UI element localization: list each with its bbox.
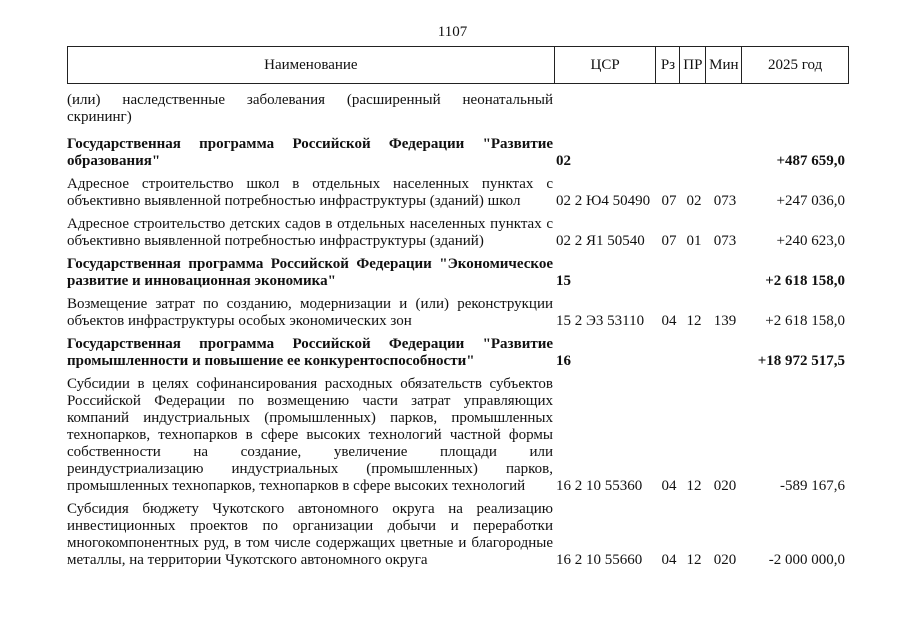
row-pr: 12	[686, 478, 702, 494]
row-amount: -589 167,6	[780, 478, 845, 494]
row-name-line: собственности на создание, увеличение площади или	[67, 444, 553, 460]
row-csr: 16	[556, 353, 571, 369]
row-min: 073	[713, 193, 737, 209]
row-amount: +2 618 158,0	[765, 313, 845, 329]
row-name-line: скрининг)	[67, 109, 132, 125]
row-name-line: Российской Федерации по возмещению части затрат управляющих	[67, 393, 553, 409]
row-name	[67, 216, 553, 250]
table-row	[67, 176, 849, 210]
table-row	[67, 92, 849, 126]
row-pr: 02	[686, 193, 702, 209]
row-amount: +2 618 158,0	[765, 273, 845, 289]
row-name	[67, 296, 553, 330]
row-amount: +247 036,0	[776, 193, 845, 209]
row-rz: 04	[661, 478, 677, 494]
row-name	[67, 501, 553, 569]
page-number: 1107	[437, 24, 468, 40]
row-name-line: Государственная программа Российской Федерации "Экономическое	[67, 256, 553, 272]
row-pr: 12	[686, 552, 702, 568]
row-name-line: промышленности и повышение ее конкурентоспособности"	[67, 353, 475, 369]
row-name	[67, 336, 553, 370]
header-min: Мин	[706, 47, 742, 83]
table-row	[67, 296, 849, 330]
row-csr: 16 2 10 55360	[556, 478, 643, 494]
table-header	[67, 46, 849, 84]
row-name-line: промышленных технопарков, технопарков в сфере высоких технологий	[67, 478, 526, 494]
row-name	[67, 92, 553, 126]
row-name-line: развитие и инновационная экономика"	[67, 273, 336, 289]
table-row	[67, 216, 849, 250]
row-name-line: объективно выявленной потребностью инфраструктуры (зданий) школ	[67, 193, 521, 209]
row-min: 073	[713, 233, 737, 249]
table-body	[67, 86, 849, 569]
row-name-line: Адресное строительство школ в отдельных населенных пунктах с	[67, 176, 553, 192]
row-name-line: (или) наследственные заболевания (расширенный неонатальный	[67, 92, 553, 108]
row-csr: 02	[556, 153, 571, 169]
row-name	[67, 256, 553, 290]
row-name-line: Адресное строительство детских садов в отдельных населенных пунктах с	[67, 216, 553, 232]
row-pr: 12	[686, 313, 702, 329]
row-rz: 04	[661, 313, 677, 329]
row-min: 139	[713, 313, 737, 329]
header-pr: ПР	[680, 47, 706, 83]
row-name-line: многокомпонентных руд, в том числе содержащих цветные и благородные	[67, 535, 553, 551]
row-min: 020	[713, 478, 737, 494]
row-name-line: реиндустриализацию индустриальных (промышленных) парков,	[67, 461, 553, 477]
row-csr: 15 2 Э3 53110	[556, 313, 645, 329]
header-name: Наименование	[68, 47, 555, 83]
row-name	[67, 136, 553, 170]
row-rz: 07	[661, 193, 677, 209]
row-name-line: Субсидии в целях софинансирования расходных обязательств субъектов	[67, 376, 553, 392]
row-name-line: объектов инфраструктуры особых экономических зон	[67, 313, 412, 329]
row-name-line: технопарков, технопарков в сфере высоких технологий частной формы	[67, 427, 553, 443]
row-name-line: инвестиционных проектов по организации добычи и переработки	[67, 518, 553, 534]
row-csr: 02 2 Ю4 50490	[556, 193, 651, 209]
row-name-line: Государственная программа Российской Федерации "Развитие	[67, 336, 553, 352]
row-name	[67, 376, 553, 495]
row-amount: +240 623,0	[776, 233, 845, 249]
row-min: 020	[713, 552, 737, 568]
row-name-line: металлы, на территории Чукотского автономного округа	[67, 552, 428, 568]
row-name-line: объективно выявленной потребностью инфраструктуры (зданий)	[67, 233, 484, 249]
row-csr: 16 2 10 55660	[556, 552, 643, 568]
row-name-line: Возмещение затрат по созданию, модернизации и (или) реконструкции	[67, 296, 553, 312]
header-csr: ЦСР	[555, 47, 657, 83]
row-csr: 15	[556, 273, 571, 289]
table-row	[67, 376, 849, 495]
row-amount: +18 972 517,5	[757, 353, 845, 369]
table-row	[67, 256, 849, 290]
row-name-line: компаний индустриальных (промышленных) парков, промышленных	[67, 410, 553, 426]
table-row	[67, 501, 849, 569]
row-csr: 02 2 Я1 50540	[556, 233, 645, 249]
header-rz: Рз	[656, 47, 680, 83]
row-amount: -2 000 000,0	[768, 552, 845, 568]
row-rz: 04	[661, 552, 677, 568]
row-name	[67, 176, 553, 210]
table-row	[67, 136, 849, 170]
header-year: 2025 год	[768, 56, 823, 73]
row-pr: 01	[686, 233, 702, 249]
row-rz: 07	[661, 233, 677, 249]
row-name-line: Государственная программа Российской Федерации "Развитие	[67, 136, 553, 152]
table-row	[67, 336, 849, 370]
row-name-line: Субсидия бюджету Чукотского автономного округа на реализацию	[67, 501, 553, 517]
row-amount: +487 659,0	[776, 153, 845, 169]
row-name-line: образования"	[67, 153, 161, 169]
